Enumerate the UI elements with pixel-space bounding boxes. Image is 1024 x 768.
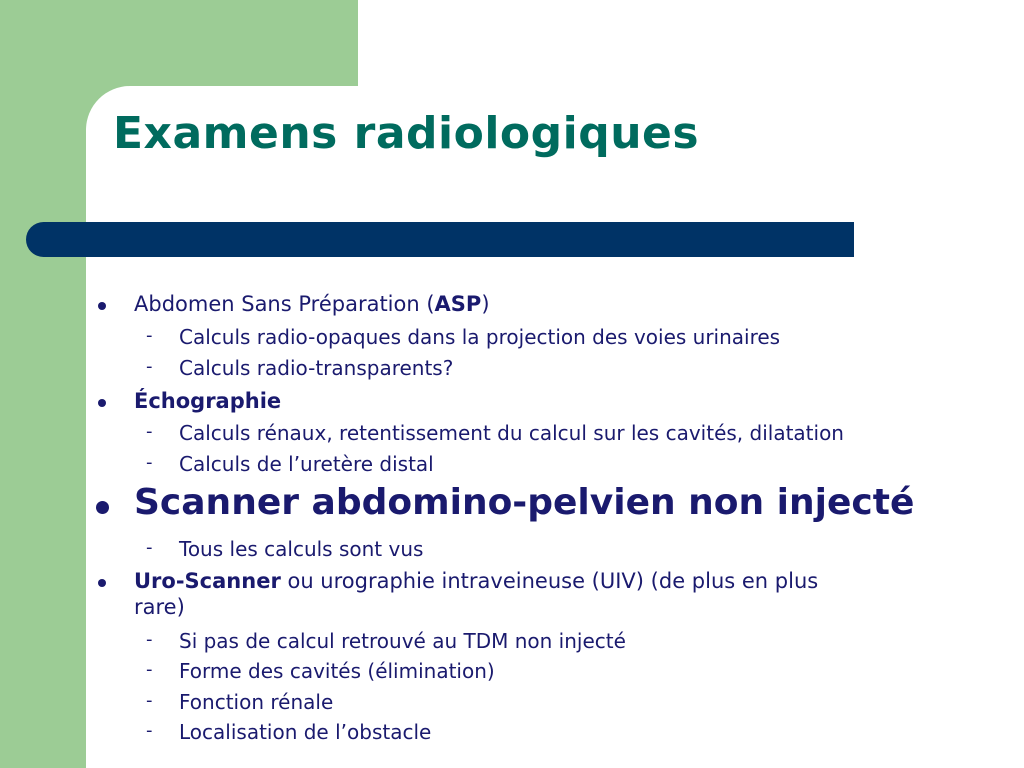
bullet-dot-icon [98, 302, 106, 310]
dash-marker: - [146, 452, 153, 473]
sub-item-text: Calculs rénaux, retentissement du calcul sur les cavités, dilatation [179, 421, 844, 445]
bullet-scanner-text: Scanner abdomino-pelvien non injecté [134, 482, 915, 523]
bullet-asp-abbrev: ASP [434, 292, 482, 316]
dash-marker: - [146, 537, 153, 558]
sub-item-text: Localisation de l’obstacle [179, 720, 432, 744]
bullet-uroscanner-text: ou urographie intraveineuse (UIV) (de plus en plus [280, 569, 819, 593]
sub-item-text: Tous les calculs sont vus [179, 537, 424, 561]
sub-item-text: Calculs radio-opaques dans la projection des voies urinaires [179, 325, 781, 349]
bullet-echographie-text: Échographie [134, 389, 282, 413]
bullet-uroscanner-bold: Uro-Scanner [134, 569, 281, 593]
dash-marker: - [146, 720, 153, 741]
sub-item-text: Fonction rénale [179, 690, 334, 714]
dash-marker: - [146, 659, 153, 680]
bullet-uroscanner-line2: rare) [134, 595, 185, 619]
bullet-asp-text: Abdomen Sans Préparation ( [134, 292, 435, 316]
dash-marker: - [146, 325, 153, 346]
dash-marker: - [146, 421, 153, 442]
dash-marker: - [146, 356, 153, 377]
sub-item-text: Forme des cavités (élimination) [179, 659, 495, 683]
bullet-dot-icon [98, 399, 106, 407]
bullet-dot-icon [98, 579, 106, 587]
dash-marker: - [146, 629, 153, 650]
sub-item-text: Si pas de calcul retrouvé au TDM non injecté [179, 629, 626, 653]
sub-item-text: Calculs de l’uretère distal [179, 452, 434, 476]
sub-item-text: Calculs radio-transparents? [179, 356, 454, 380]
title-underline-bar [26, 222, 854, 257]
slide-title: Examens radiologiques [113, 108, 700, 159]
bullet-dot-icon [96, 501, 109, 514]
dash-marker: - [146, 690, 153, 711]
bullet-asp-close: ) [481, 292, 490, 316]
